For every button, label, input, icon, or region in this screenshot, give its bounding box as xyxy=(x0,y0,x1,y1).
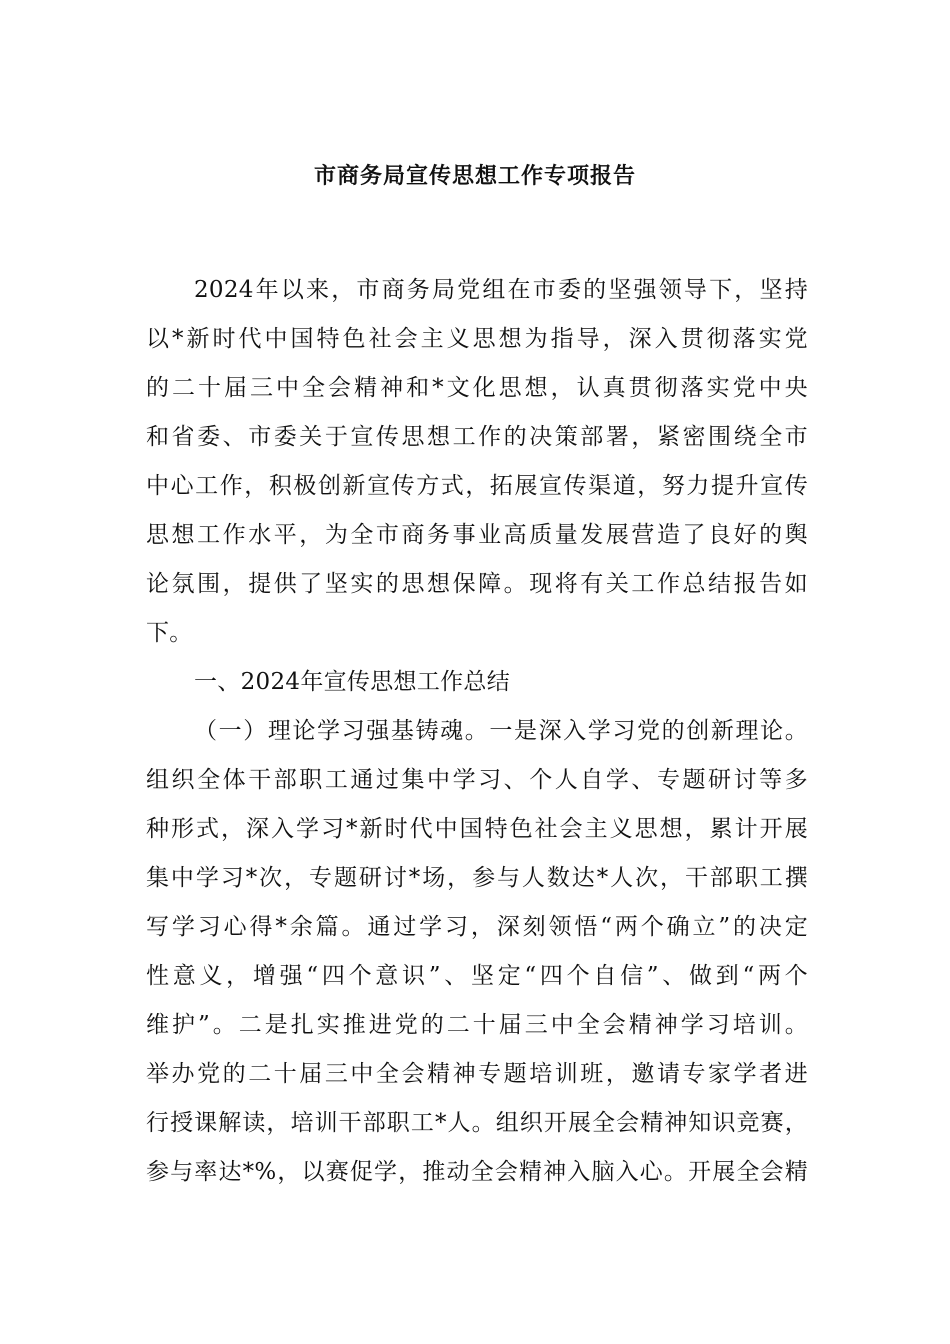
paragraph-line: 性意义，增强“四个意识”、坚定“四个自信”、做到“两个 xyxy=(146,963,808,989)
paragraph-line: 写学习心得*余篇。通过学习，深刻领悟“两个确立”的决定 xyxy=(146,914,808,940)
paragraph-line: 组织全体干部职工通过集中学习、个人自学、专题研讨等多 xyxy=(146,767,808,793)
paragraph-line: 2024年以来，市商务局党组在市委的坚强领导下，坚持 xyxy=(194,277,808,303)
paragraph-line: 中心工作，积极创新宣传方式，拓展宣传渠道，努力提升宣传 xyxy=(146,473,808,499)
paragraph-line: 的二十届三中全会精神和*文化思想，认真贯彻落实党中央 xyxy=(146,375,808,401)
paragraph-line: 以*新时代中国特色社会主义思想为指导，深入贯彻落实党 xyxy=(146,326,808,352)
document-title: 市商务局宣传思想工作专项报告 xyxy=(313,163,636,189)
paragraph-line: 集中学习*次，专题研讨*场，参与人数达*人次，干部职工撰 xyxy=(146,865,808,891)
paragraph-line: 参与率达*%，以赛促学，推动全会精神入脑入心。开展全会精 xyxy=(146,1159,808,1185)
paragraph-line: 种形式，深入学习*新时代中国特色社会主义思想，累计开展 xyxy=(146,816,808,842)
paragraph-line: 思想工作水平，为全市商务事业高质量发展营造了良好的舆 xyxy=(146,522,808,548)
paragraph-line: 维护”。二是扎实推进党的二十届三中全会精神学习培训。 xyxy=(146,1012,808,1038)
paragraph-line: （一）理论学习强基铸魂。一是深入学习党的创新理论。 xyxy=(194,718,808,744)
paragraph-line: 和省委、市委关于宣传思想工作的决策部署，紧密围绕全市 xyxy=(146,424,808,450)
document-body xyxy=(146,268,808,1199)
paragraph-line: 论氛围，提供了坚实的思想保障。现将有关工作总结报告如 xyxy=(146,571,808,597)
paragraph-line: 下。 xyxy=(146,620,193,646)
paragraph-line: 行授课解读，培训干部职工*人。组织开展全会精神知识竞赛， xyxy=(146,1110,808,1136)
paragraph-line: 举办党的二十届三中全会精神专题培训班，邀请专家学者进 xyxy=(146,1061,808,1087)
section-heading: 一、2024年宣传思想工作总结 xyxy=(194,669,511,695)
